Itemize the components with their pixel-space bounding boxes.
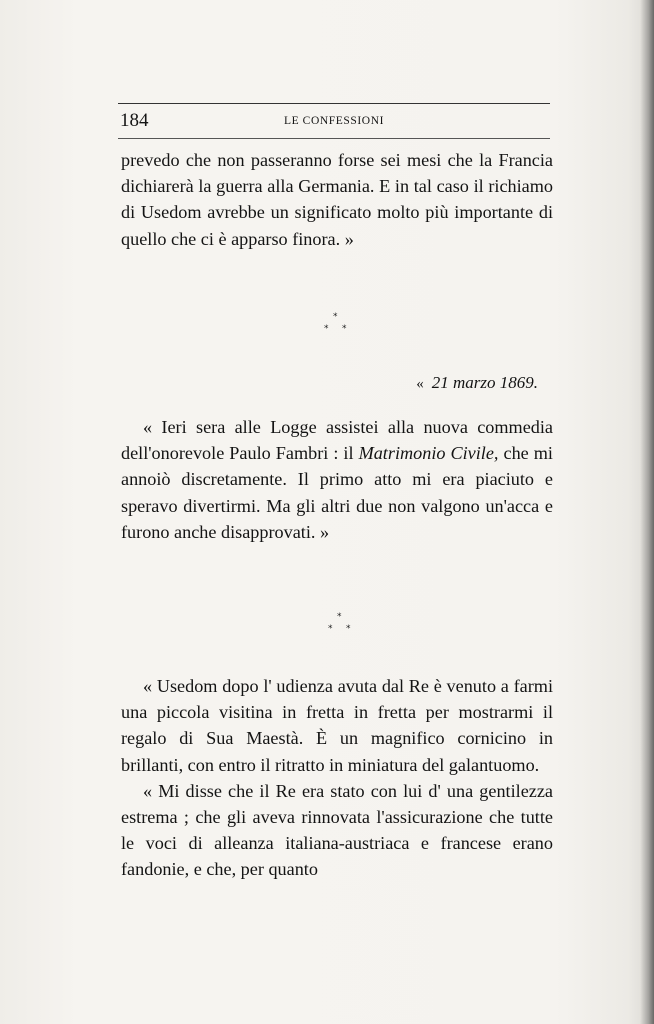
entry-text-after-title: che mi annoiò discretamente. Il primo atto mi era piaciuto e speravo divertirmi. Ma gli altri due non valgono un'acca e furono anche disapprovati. » bbox=[121, 443, 553, 542]
asterism-star: * bbox=[324, 324, 329, 334]
paragraph-text: « Usedom dopo l' udienza avuta dal Re è venuto a farmi una piccola visitina in fretta in fretta per mostrarmi il regalo di Sua Maestà. È un magnifico cornicino in brillanti, con entro il ritratto in miniatura del galantuomo. bbox=[121, 676, 553, 775]
asterism-separator bbox=[322, 612, 362, 636]
asterism-star: * bbox=[342, 324, 347, 334]
play-title: Matrimonio Civile, bbox=[358, 443, 499, 464]
entry-text-before-title: « Ieri sera alle Logge assistei alla nuova commedia dell'onorevole Paulo Fambri : il bbox=[121, 417, 553, 464]
dateline bbox=[416, 373, 538, 393]
header-bottom-rule bbox=[118, 138, 550, 139]
page-number: 184 bbox=[120, 110, 149, 131]
asterism-star: * bbox=[337, 612, 342, 622]
paragraph-text: prevedo che non passeranno forse sei mesi che la Francia dichiarerà la guerra alla Germania. E in tal caso il richiamo di Usedom avrebbe un significato molto più importante di quello che ci è apparso finora. » bbox=[121, 150, 553, 249]
asterism-star: * bbox=[333, 312, 338, 322]
paragraph-text bbox=[121, 414, 553, 545]
page-header bbox=[118, 108, 550, 134]
asterism-separator bbox=[318, 312, 358, 336]
asterism-star: * bbox=[328, 624, 333, 634]
dateline-quote: « bbox=[416, 376, 424, 392]
diary-entry bbox=[121, 673, 553, 883]
running-title: LE CONFESSIONI bbox=[283, 115, 385, 127]
diary-entry bbox=[121, 414, 553, 545]
header-top-rule bbox=[118, 103, 550, 104]
paragraph-text: « Mi disse che il Re era stato con lui d' una gentilezza estrema ; che gli aveva rinnovata l'assicurazione che tutte le voci di alleanza italiana-austriaca e francese erano fandonie, e che, per quanto bbox=[121, 780, 553, 880]
asterism-star: * bbox=[346, 624, 351, 634]
paragraph-continuation bbox=[121, 147, 553, 252]
dateline-date: 21 marzo 1869. bbox=[431, 373, 538, 392]
page-edge-shadow bbox=[640, 0, 654, 1024]
